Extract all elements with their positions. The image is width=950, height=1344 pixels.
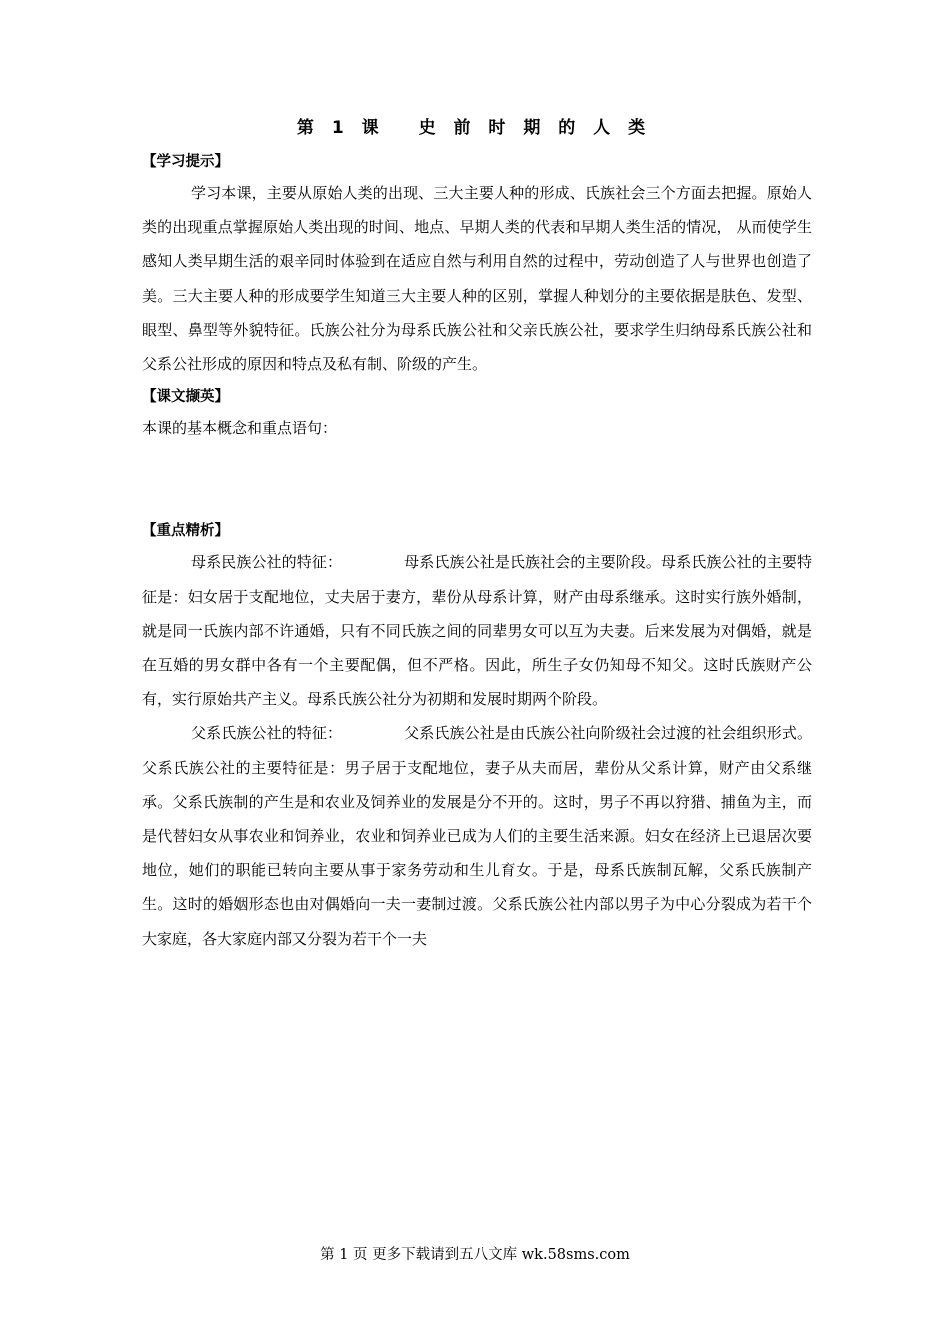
patriarchal-paragraph — [142, 716, 812, 955]
section-heading-tips: 【学习提示】 — [142, 154, 229, 170]
matriarchal-text: 母系氏族公社是氏族社会的主要阶段。母系氏族公社的主要特征是：妇女居于支配地位，丈夫居于妻方，辈份从母系计算，财产由母系继承。这时实行族外婚制，就是同一氏族内部不许通婚，只有不同氏族之间的同辈男女可以互为夫妻。后来发展为对偶婚，就是在互婚的男女群中各有一个主要配偶，但不严格。因此，所生子女仍知母不知父。这时氏族财产公有，实行原始共产主义。母系氏族公社分为初期和发展时期两个阶段。 — [142, 553, 812, 709]
matriarchal-paragraph — [142, 545, 812, 716]
matriarchal-label: 母系民族公社的特征： — [191, 553, 343, 572]
page-title — [136, 112, 812, 148]
title-topic: 史 前 时 期 的 人 类 — [418, 118, 652, 138]
document-page — [142, 112, 812, 956]
blank-space — [142, 445, 812, 513]
page-footer: 第 1 页 更多下载请到五八文库 wk.58sms.com — [320, 1247, 630, 1263]
section-heading-excerpt: 【课文撷英】 — [142, 389, 229, 406]
section-heading-analysis: 【重点精析】 — [142, 523, 229, 540]
excerpt-paragraph: 本课的基本概念和重点语句： — [142, 419, 338, 438]
title-lesson: 第 1 课 — [296, 118, 385, 138]
patriarchal-label: 父系氏族公社的特征： — [191, 724, 343, 743]
tips-paragraph: 学习本课，主要从原始人类的出现、三大主要人种的形成、氏族社会三个方面去把握。原始人类的出现重点掌握原始人类出现的时间、地点、早期人类的代表和早期人类生活的情况， 从而使学生感知人类早期生活的艰辛同时体验到在适应自然与利用自然的过程中，劳动创造了人与世界也创造了美。三大主要人种的形成要学生知道三大主要人种的区别，掌握人种划分的主要依据是肤色、发型、眼型、鼻型等外貌特征。氏族公社分为母系氏族公社和父亲氏族公社，要求学生归纳母系氏族公社和父系公社形成的原因和特点及私有制、阶级的产生。 — [142, 184, 812, 374]
patriarchal-text: 父系氏族公社是由氏族公社向阶级社会过渡的社会组织形式。父系氏族公社的主要特征是：男子居于支配地位，妻子从夫而居，辈份从父系计算，财产由父系继承。父系氏族制的产生是和农业及饲养业的发展是分不开的。这时，男子不再以狩猎、捕鱼为主，而是代替妇女从事农业和饲养业，农业和饲养业已成为人们的主要生活来源。妇女在经济上已退居次要地位，她们的职能已转向主要从事于家务劳动和生儿育女。于是，母系氏族制瓦解，父系氏族制产生。这时的婚姻形态也由对偶婚向一夫一妻制过渡。父系氏族公社内部以男子为中心分裂成为若干个大家庭，各大家庭内部又分裂为若干个一夫 — [142, 724, 812, 948]
